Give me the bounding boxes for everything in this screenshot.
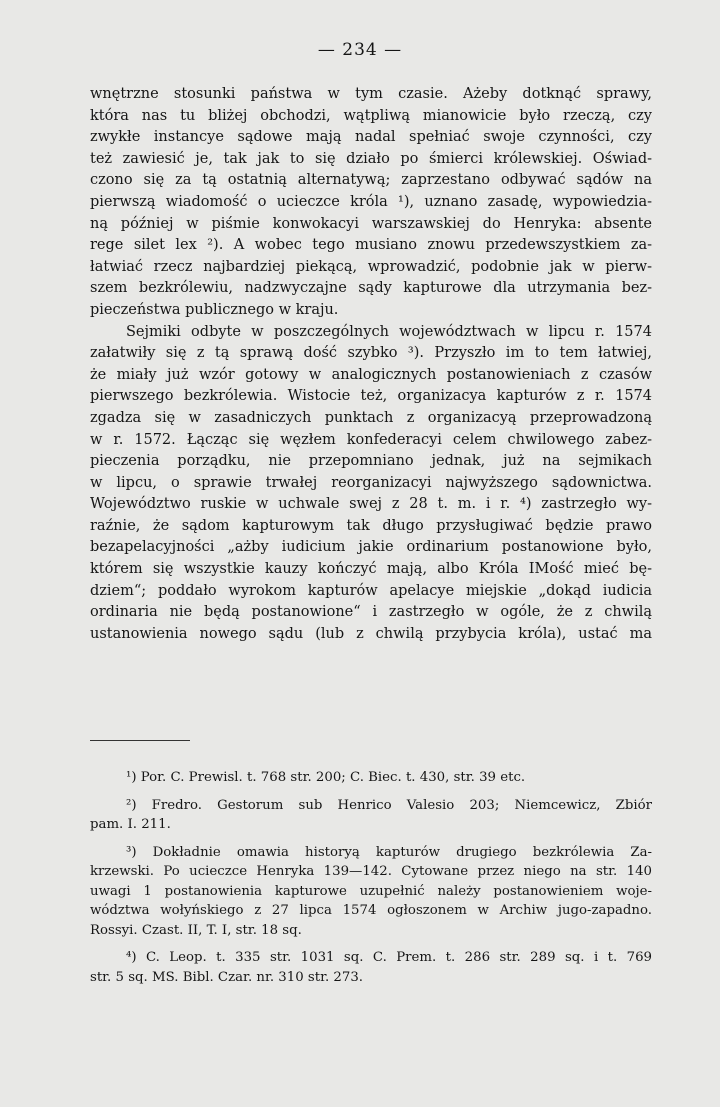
footnotes: [90, 768, 652, 995]
text-line: Województwo ruskie w uchwale swej z 28 t. m. i r. ⁴) zastrzegło wy-: [90, 496, 652, 513]
footnote-line: ⁴) C. Leop. t. 335 str. 1031 sq. C. Prem. t. 286 str. 289 sq. i t. 769: [126, 950, 652, 965]
text-line: pierwszego bezkrólewia. Wistocie też, organizacya kapturów z r. 1574: [90, 388, 652, 405]
text-line: załatwiły się z tą sprawą dość szybko ³). Przyszło im to tem łatwiej,: [90, 345, 652, 362]
text-line: ordinaria nie będą postanowione“ i zastrzegło w ogóle, że z chwilą: [90, 604, 652, 621]
footnote-line: ¹) Por. C. Prewisl. t. 768 str. 200; C. Biec. t. 430, str. 39 etc.: [126, 770, 526, 785]
paragraph-1: [90, 84, 652, 322]
text-line: że miały już wzór gotowy w analogicznych postanowieniach z czasów: [90, 366, 652, 383]
page-number: — 234 —: [317, 40, 403, 60]
footnote-line: ²) Fredro. Gestorum sub Henrico Valesio 203; Niemcewicz, Zbiór: [126, 797, 652, 813]
text-line: pierwszą wiadomość o ucieczce króla ¹), uznano zasadę, wypowiedzia-: [90, 193, 652, 210]
footnote-divider: [90, 740, 190, 741]
text-line: bezapelacyjności „ażby iudicium jakie ordinarium postanowione było,: [90, 539, 652, 556]
paragraph-2: [90, 322, 652, 646]
text-line: którem się wszystkie kauzy kończyć mają, albo Króla IMość mieć bę-: [90, 561, 652, 578]
footnote-1: [90, 768, 652, 788]
text-line: ną później w piśmie konwokacyi warszawskiej do Henryka: absente: [90, 215, 652, 232]
text-line: pieczeństwa publicznego w kraju.: [90, 301, 339, 318]
footnote-4: [90, 948, 652, 987]
text-line: ustanowienia nowego sądu (lub z chwilą przybycia króla), ustać ma: [90, 625, 652, 642]
footnote-3: [90, 843, 652, 941]
text-line: która nas tu bliżej obchodzi, wątpliwą mianowicie było rzeczą, czy: [90, 107, 652, 124]
text-line: zgadza się w zasadniczych punktach z organizacyą przeprowadzoną: [90, 409, 652, 426]
footnote-line: wództwa wołyńskiego z 27 lipca 1574 ogłoszonem w Archiw jugo-zapadno.: [90, 903, 652, 918]
footnote-line: ³) Dokładnie omawia historyą kapturów drugiego bezkrólewia Za-: [126, 844, 652, 860]
text-line: pieczenia porządku, nie przepomniano jednak, już na sejmikach: [90, 453, 652, 470]
text-line: wnętrzne stosunki państwa w tym czasie. Ażeby dotknąć sprawy,: [90, 86, 652, 102]
text-line: zwykłe instancye sądowe mają nadal spełniać swoje czynności, czy: [90, 129, 652, 146]
footnote-line: pam. I. 211.: [90, 817, 171, 832]
text-line: szem bezkrólewiu, nadzwyczajne sądy kapturowe dla utrzymania bez-: [90, 280, 652, 297]
text-line: dziem“; poddało wyrokom kapturów apelacye miejskie „dokąd iudicia: [90, 582, 652, 599]
text-line: też zawiesić je, tak jak to się działo po śmierci królewskiej. Oświad-: [90, 150, 652, 167]
text-line: w r. 1572. Łącząc się węzłem konfederacyi celem chwilowego zabez-: [90, 431, 652, 448]
footnote-2: [90, 796, 652, 835]
footnote-line: Rossyi. Czast. II, T. I, str. 18 sq.: [90, 922, 302, 938]
text-line: czono się za tą ostatnią alternatywą; zaprzestano odbywać sądów na: [90, 172, 652, 189]
text-line: raźnie, że sądom kapturowym tak długo przysługiwać będzie prawo: [90, 517, 652, 534]
text-line: Sejmiki odbyte w poszczególnych województwach w lipcu r. 1574: [126, 323, 652, 340]
text-line: w lipcu, o sprawie trwałej reorganizacyi najwyższego sądownictwa.: [90, 474, 652, 491]
text-line: łatwiać rzecz najbardziej piekącą, wprowadzić, podobnie jak w pierw-: [90, 258, 652, 275]
footnote-line: str. 5 sq. MS. Bibl. Czar. nr. 310 str. 273.: [90, 969, 364, 985]
footnote-line: uwagi 1 postanowienia kapturowe uzupełnić należy postanowieniem woje-: [90, 883, 652, 899]
footnote-line: krzewski. Po ucieczce Henryka 139—142. Cytowane przez niego na str. 140: [90, 864, 652, 879]
body-text: [90, 84, 652, 645]
text-line: rege silet lex ²). A wobec tego musiano znowu przedewszystkiem za-: [90, 237, 652, 254]
